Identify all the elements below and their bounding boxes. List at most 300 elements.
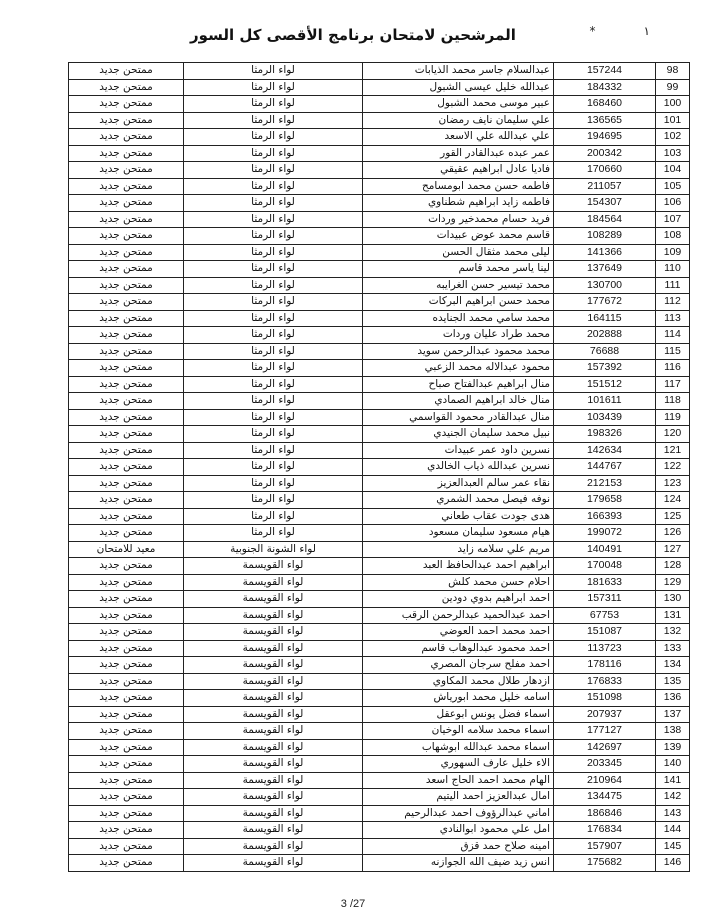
row-number: 121 bbox=[656, 442, 690, 459]
candidate-status: ممتحن جديد bbox=[69, 525, 184, 542]
page-title: المرشحين لامتحان برنامج الأقصى كل السور bbox=[190, 26, 516, 44]
candidate-district: لواء الرمثا bbox=[184, 228, 363, 245]
candidate-status: ممتحن جديد bbox=[69, 558, 184, 575]
table-row bbox=[69, 739, 690, 756]
row-number: 139 bbox=[656, 739, 690, 756]
page-number: 3 /27 bbox=[340, 898, 366, 910]
row-number: 141 bbox=[656, 772, 690, 789]
candidate-id: 184332 bbox=[554, 79, 656, 96]
table-row bbox=[69, 327, 690, 344]
candidate-district: لواء الرمثا bbox=[184, 112, 363, 129]
candidate-status: ممتحن جديد bbox=[69, 244, 184, 261]
candidate-id: 177672 bbox=[554, 294, 656, 311]
candidate-name: امل علي محمود ابوالنادي bbox=[363, 822, 554, 839]
table-row bbox=[69, 508, 690, 525]
candidate-name: لينا ياسر محمد قاسم bbox=[363, 261, 554, 278]
row-number: 125 bbox=[656, 508, 690, 525]
row-number: 120 bbox=[656, 426, 690, 443]
candidate-id: 175682 bbox=[554, 855, 656, 872]
table-row bbox=[69, 294, 690, 311]
table-row bbox=[69, 673, 690, 690]
row-number: 110 bbox=[656, 261, 690, 278]
candidate-id: 103439 bbox=[554, 409, 656, 426]
row-number: 127 bbox=[656, 541, 690, 558]
candidate-name: ليلى محمد مثقال الحسن bbox=[363, 244, 554, 261]
table-row bbox=[69, 211, 690, 228]
candidate-name: فاطمه حسن محمد ابومسامح bbox=[363, 178, 554, 195]
candidate-name: هيام مسعود سليمان مسعود bbox=[363, 525, 554, 542]
candidate-id: 176833 bbox=[554, 673, 656, 690]
candidate-district: لواء الرمثا bbox=[184, 508, 363, 525]
row-number: 108 bbox=[656, 228, 690, 245]
table-row bbox=[69, 492, 690, 509]
candidate-name: فاديا عادل ابراهيم عقيقي bbox=[363, 162, 554, 179]
candidate-name: عبدالله خليل عيسى الشبول bbox=[363, 79, 554, 96]
row-number: 132 bbox=[656, 624, 690, 641]
row-number: 111 bbox=[656, 277, 690, 294]
row-number: 135 bbox=[656, 673, 690, 690]
candidate-name: اسماء محمد عبدالله ابوشهاب bbox=[363, 739, 554, 756]
row-number: 122 bbox=[656, 459, 690, 476]
table-row bbox=[69, 789, 690, 806]
candidate-district: لواء الرمثا bbox=[184, 244, 363, 261]
table-row bbox=[69, 558, 690, 575]
table-row bbox=[69, 591, 690, 608]
table-row bbox=[69, 442, 690, 459]
candidate-status: ممتحن جديد bbox=[69, 607, 184, 624]
page-mark-right: ١ bbox=[643, 24, 650, 38]
candidate-id: 170660 bbox=[554, 162, 656, 179]
row-number: 126 bbox=[656, 525, 690, 542]
candidate-id: 166393 bbox=[554, 508, 656, 525]
candidate-status: ممتحن جديد bbox=[69, 327, 184, 344]
row-number: 129 bbox=[656, 574, 690, 591]
row-number: 130 bbox=[656, 591, 690, 608]
candidate-status: ممتحن جديد bbox=[69, 63, 184, 80]
table-row bbox=[69, 772, 690, 789]
candidate-id: 157244 bbox=[554, 63, 656, 80]
candidate-name: منال خالد ابراهيم الصمادي bbox=[363, 393, 554, 410]
candidate-district: لواء القويسمة bbox=[184, 789, 363, 806]
table-row bbox=[69, 640, 690, 657]
candidate-name: محمد حسن ابراهيم البركات bbox=[363, 294, 554, 311]
candidate-status: ممتحن جديد bbox=[69, 508, 184, 525]
candidate-name: عبير موسى محمد الشبول bbox=[363, 96, 554, 113]
candidate-district: لواء الرمثا bbox=[184, 525, 363, 542]
candidate-id: 200342 bbox=[554, 145, 656, 162]
row-number: 105 bbox=[656, 178, 690, 195]
candidates-table-body bbox=[69, 63, 690, 872]
table-row bbox=[69, 607, 690, 624]
candidate-name: امال عبدالعزيز احمد اليتيم bbox=[363, 789, 554, 806]
candidate-id: 154307 bbox=[554, 195, 656, 212]
candidate-id: 108289 bbox=[554, 228, 656, 245]
candidate-district: لواء الرمثا bbox=[184, 129, 363, 146]
candidate-name: محمود عبدالاله محمد الزعبي bbox=[363, 360, 554, 377]
candidate-name: مريم علي سلامه زايد bbox=[363, 541, 554, 558]
candidate-name: احمد محمود عبدالوهاب قاسم bbox=[363, 640, 554, 657]
candidate-district: لواء الرمثا bbox=[184, 96, 363, 113]
candidate-district: لواء الرمثا bbox=[184, 376, 363, 393]
candidate-name: اسماء محمد سلامه الوخيان bbox=[363, 723, 554, 740]
candidate-id: 198326 bbox=[554, 426, 656, 443]
candidate-status: ممتحن جديد bbox=[69, 574, 184, 591]
candidate-id: 212153 bbox=[554, 475, 656, 492]
candidate-status: ممتحن جديد bbox=[69, 442, 184, 459]
candidate-status: ممتحن جديد bbox=[69, 343, 184, 360]
row-number: 128 bbox=[656, 558, 690, 575]
candidate-name: احمد عبدالحميد عبدالرحمن الرقب bbox=[363, 607, 554, 624]
candidate-district: لواء القويسمة bbox=[184, 640, 363, 657]
table-row bbox=[69, 112, 690, 129]
candidate-status: ممتحن جديد bbox=[69, 195, 184, 212]
candidate-id: 151512 bbox=[554, 376, 656, 393]
candidate-status: ممتحن جديد bbox=[69, 294, 184, 311]
table-row bbox=[69, 475, 690, 492]
candidate-id: 170048 bbox=[554, 558, 656, 575]
row-number: 109 bbox=[656, 244, 690, 261]
candidate-district: لواء القويسمة bbox=[184, 657, 363, 674]
candidate-district: لواء القويسمة bbox=[184, 673, 363, 690]
candidate-status: ممتحن جديد bbox=[69, 129, 184, 146]
table-row bbox=[69, 525, 690, 542]
candidate-status: ممتحن جديد bbox=[69, 475, 184, 492]
candidate-name: قاسم محمد عوض عبيدات bbox=[363, 228, 554, 245]
table-row bbox=[69, 145, 690, 162]
candidate-name: عبدالسلام جاسر محمد الذيابات bbox=[363, 63, 554, 80]
table-row bbox=[69, 723, 690, 740]
table-row bbox=[69, 63, 690, 80]
candidate-name: ابراهيم احمد عبدالحافظ العبد bbox=[363, 558, 554, 575]
candidate-id: 157311 bbox=[554, 591, 656, 608]
table-row bbox=[69, 178, 690, 195]
table-row bbox=[69, 574, 690, 591]
candidate-name: اسامه خليل محمد ابورياش bbox=[363, 690, 554, 707]
table-row bbox=[69, 228, 690, 245]
candidate-status: ممتحن جديد bbox=[69, 96, 184, 113]
row-number: 98 bbox=[656, 63, 690, 80]
candidates-table bbox=[68, 62, 690, 872]
table-row bbox=[69, 277, 690, 294]
candidate-id: 178116 bbox=[554, 657, 656, 674]
candidate-district: لواء القويسمة bbox=[184, 855, 363, 872]
candidate-status: ممتحن جديد bbox=[69, 772, 184, 789]
candidate-id: 141366 bbox=[554, 244, 656, 261]
candidate-district: لواء الرمثا bbox=[184, 145, 363, 162]
candidate-id: 151087 bbox=[554, 624, 656, 641]
candidate-name: اماني عبدالرؤوف احمد عبدالرحيم bbox=[363, 805, 554, 822]
row-number: 143 bbox=[656, 805, 690, 822]
candidate-district: لواء الرمثا bbox=[184, 211, 363, 228]
candidate-status: ممتحن جديد bbox=[69, 409, 184, 426]
candidate-name: انس زيد ضيف الله الجوازنه bbox=[363, 855, 554, 872]
table-row bbox=[69, 541, 690, 558]
table-row bbox=[69, 706, 690, 723]
candidate-status: ممتحن جديد bbox=[69, 459, 184, 476]
candidate-district: لواء القويسمة bbox=[184, 624, 363, 641]
candidate-status: ممتحن جديد bbox=[69, 277, 184, 294]
candidate-district: لواء القويسمة bbox=[184, 558, 363, 575]
candidate-status: ممتحن جديد bbox=[69, 591, 184, 608]
candidate-id: 137649 bbox=[554, 261, 656, 278]
candidate-status: ممتحن جديد bbox=[69, 838, 184, 855]
candidate-id: 199072 bbox=[554, 525, 656, 542]
candidate-id: 151098 bbox=[554, 690, 656, 707]
candidate-id: 177127 bbox=[554, 723, 656, 740]
row-number: 102 bbox=[656, 129, 690, 146]
table-row bbox=[69, 855, 690, 872]
candidate-district: لواء الرمثا bbox=[184, 475, 363, 492]
table-row bbox=[69, 409, 690, 426]
table-row bbox=[69, 657, 690, 674]
row-number: 112 bbox=[656, 294, 690, 311]
candidate-status: ممتحن جديد bbox=[69, 723, 184, 740]
table-row bbox=[69, 624, 690, 641]
candidate-status: ممتحن جديد bbox=[69, 822, 184, 839]
table-row bbox=[69, 129, 690, 146]
candidate-id: 211057 bbox=[554, 178, 656, 195]
candidate-district: لواء الرمثا bbox=[184, 459, 363, 476]
row-number: 134 bbox=[656, 657, 690, 674]
candidate-status: معيد للامتحان bbox=[69, 541, 184, 558]
candidate-name: علي سليمان نايف رمضان bbox=[363, 112, 554, 129]
candidate-status: ممتحن جديد bbox=[69, 79, 184, 96]
candidate-status: ممتحن جديد bbox=[69, 624, 184, 641]
candidate-id: 181633 bbox=[554, 574, 656, 591]
candidate-district: لواء الرمثا bbox=[184, 492, 363, 509]
candidate-status: ممتحن جديد bbox=[69, 376, 184, 393]
candidate-status: ممتحن جديد bbox=[69, 706, 184, 723]
candidate-name: نقاء عمر سالم العبدالعزيز bbox=[363, 475, 554, 492]
candidate-name: احلام حسن محمد كلش bbox=[363, 574, 554, 591]
page-mark-left: * bbox=[589, 24, 596, 38]
candidate-district: لواء الرمثا bbox=[184, 442, 363, 459]
candidate-name: محمد تيسير حسن الغرايبه bbox=[363, 277, 554, 294]
candidate-district: لواء الرمثا bbox=[184, 393, 363, 410]
row-number: 142 bbox=[656, 789, 690, 806]
candidate-district: لواء القويسمة bbox=[184, 690, 363, 707]
candidate-status: ممتحن جديد bbox=[69, 756, 184, 773]
candidate-name: احمد ابراهيم بدوي دودين bbox=[363, 591, 554, 608]
candidate-status: ممتحن جديد bbox=[69, 178, 184, 195]
candidate-status: ممتحن جديد bbox=[69, 228, 184, 245]
candidate-id: 142634 bbox=[554, 442, 656, 459]
candidate-id: 136565 bbox=[554, 112, 656, 129]
row-number: 115 bbox=[656, 343, 690, 360]
candidate-name: نوفه فيصل محمد الشمري bbox=[363, 492, 554, 509]
candidate-id: 76688 bbox=[554, 343, 656, 360]
table-row bbox=[69, 838, 690, 855]
candidate-status: ممتحن جديد bbox=[69, 112, 184, 129]
candidate-district: لواء القويسمة bbox=[184, 805, 363, 822]
candidate-status: ممتحن جديد bbox=[69, 690, 184, 707]
candidate-district: لواء القويسمة bbox=[184, 574, 363, 591]
table-row bbox=[69, 343, 690, 360]
candidate-name: فاطمه زايد ابراهيم شطناوي bbox=[363, 195, 554, 212]
candidate-name: منال ابراهيم عبدالفتاح صباح bbox=[363, 376, 554, 393]
row-number: 145 bbox=[656, 838, 690, 855]
row-number: 144 bbox=[656, 822, 690, 839]
candidate-status: ممتحن جديد bbox=[69, 261, 184, 278]
candidate-id: 186846 bbox=[554, 805, 656, 822]
candidate-name: الاء خليل عارف السهوري bbox=[363, 756, 554, 773]
candidate-district: لواء الشونة الجنوبية bbox=[184, 541, 363, 558]
table-row bbox=[69, 79, 690, 96]
candidate-status: ممتحن جديد bbox=[69, 673, 184, 690]
candidate-district: لواء الرمثا bbox=[184, 178, 363, 195]
candidate-id: 194695 bbox=[554, 129, 656, 146]
row-number: 146 bbox=[656, 855, 690, 872]
candidate-name: عمر عبده عبدالقادر القور bbox=[363, 145, 554, 162]
row-number: 124 bbox=[656, 492, 690, 509]
candidate-status: ممتحن جديد bbox=[69, 162, 184, 179]
candidate-status: ممتحن جديد bbox=[69, 805, 184, 822]
row-number: 138 bbox=[656, 723, 690, 740]
candidate-name: ازدهار طلال محمد المكاوي bbox=[363, 673, 554, 690]
candidate-id: 101611 bbox=[554, 393, 656, 410]
candidate-name: محمد طراد عليان وردات bbox=[363, 327, 554, 344]
candidate-id: 202888 bbox=[554, 327, 656, 344]
candidate-id: 113723 bbox=[554, 640, 656, 657]
candidate-id: 176834 bbox=[554, 822, 656, 839]
candidate-name: اسماء فضل يونس ابوعقل bbox=[363, 706, 554, 723]
table-row bbox=[69, 805, 690, 822]
row-number: 100 bbox=[656, 96, 690, 113]
candidate-name: الهام محمد احمد الحاج اسعد bbox=[363, 772, 554, 789]
row-number: 123 bbox=[656, 475, 690, 492]
table-row bbox=[69, 162, 690, 179]
row-number: 116 bbox=[656, 360, 690, 377]
candidate-name: امينه صلاح حمد قزق bbox=[363, 838, 554, 855]
candidate-district: لواء الرمثا bbox=[184, 409, 363, 426]
candidate-status: ممتحن جديد bbox=[69, 426, 184, 443]
row-number: 133 bbox=[656, 640, 690, 657]
table-row bbox=[69, 690, 690, 707]
row-number: 140 bbox=[656, 756, 690, 773]
candidate-id: 134475 bbox=[554, 789, 656, 806]
row-number: 107 bbox=[656, 211, 690, 228]
candidate-district: لواء الرمثا bbox=[184, 310, 363, 327]
candidate-status: ممتحن جديد bbox=[69, 211, 184, 228]
row-number: 117 bbox=[656, 376, 690, 393]
row-number: 131 bbox=[656, 607, 690, 624]
row-number: 113 bbox=[656, 310, 690, 327]
candidate-district: لواء القويسمة bbox=[184, 607, 363, 624]
candidate-id: 168460 bbox=[554, 96, 656, 113]
candidate-district: لواء القويسمة bbox=[184, 822, 363, 839]
table-row bbox=[69, 459, 690, 476]
candidate-status: ممتحن جديد bbox=[69, 145, 184, 162]
candidate-id: 157392 bbox=[554, 360, 656, 377]
table-row bbox=[69, 261, 690, 278]
row-number: 99 bbox=[656, 79, 690, 96]
candidate-district: لواء الرمثا bbox=[184, 79, 363, 96]
candidate-district: لواء الرمثا bbox=[184, 162, 363, 179]
candidate-name: نبيل محمد سليمان الجنيدي bbox=[363, 426, 554, 443]
candidate-status: ممتحن جديد bbox=[69, 310, 184, 327]
candidate-district: لواء الرمثا bbox=[184, 261, 363, 278]
candidate-district: لواء القويسمة bbox=[184, 739, 363, 756]
candidate-id: 164115 bbox=[554, 310, 656, 327]
candidate-status: ممتحن جديد bbox=[69, 789, 184, 806]
row-number: 106 bbox=[656, 195, 690, 212]
candidate-district: لواء الرمثا bbox=[184, 277, 363, 294]
table-row bbox=[69, 96, 690, 113]
row-number: 103 bbox=[656, 145, 690, 162]
candidate-status: ممتحن جديد bbox=[69, 393, 184, 410]
row-number: 101 bbox=[656, 112, 690, 129]
candidate-district: لواء القويسمة bbox=[184, 591, 363, 608]
candidate-name: احمد محمد احمد العوضي bbox=[363, 624, 554, 641]
candidate-district: لواء القويسمة bbox=[184, 772, 363, 789]
candidate-name: فريد حسام محمدخير وردات bbox=[363, 211, 554, 228]
table-row bbox=[69, 360, 690, 377]
candidate-status: ممتحن جديد bbox=[69, 640, 184, 657]
candidate-id: 179658 bbox=[554, 492, 656, 509]
candidate-id: 142697 bbox=[554, 739, 656, 756]
candidate-district: لواء الرمثا bbox=[184, 360, 363, 377]
candidate-district: لواء القويسمة bbox=[184, 706, 363, 723]
table-row bbox=[69, 376, 690, 393]
table-row bbox=[69, 426, 690, 443]
table-row bbox=[69, 756, 690, 773]
candidate-id: 130700 bbox=[554, 277, 656, 294]
candidate-status: ممتحن جديد bbox=[69, 739, 184, 756]
candidate-status: ممتحن جديد bbox=[69, 360, 184, 377]
table-row bbox=[69, 822, 690, 839]
candidate-id: 210964 bbox=[554, 772, 656, 789]
candidate-name: احمد مفلح سرجان المصري bbox=[363, 657, 554, 674]
table-row bbox=[69, 244, 690, 261]
candidate-status: ممتحن جديد bbox=[69, 855, 184, 872]
candidate-name: محمد محمود عبدالرحمن سويد bbox=[363, 343, 554, 360]
row-number: 119 bbox=[656, 409, 690, 426]
candidate-id: 203345 bbox=[554, 756, 656, 773]
candidate-id: 140491 bbox=[554, 541, 656, 558]
table-row bbox=[69, 310, 690, 327]
candidate-district: لواء الرمثا bbox=[184, 426, 363, 443]
candidate-id: 184564 bbox=[554, 211, 656, 228]
table-row bbox=[69, 393, 690, 410]
candidate-district: لواء القويسمة bbox=[184, 838, 363, 855]
candidate-district: لواء الرمثا bbox=[184, 327, 363, 344]
candidate-district: لواء القويسمة bbox=[184, 723, 363, 740]
candidate-district: لواء الرمثا bbox=[184, 195, 363, 212]
table-row bbox=[69, 195, 690, 212]
row-number: 136 bbox=[656, 690, 690, 707]
candidate-id: 144767 bbox=[554, 459, 656, 476]
candidate-status: ممتحن جديد bbox=[69, 492, 184, 509]
candidate-district: لواء الرمثا bbox=[184, 63, 363, 80]
candidate-district: لواء القويسمة bbox=[184, 756, 363, 773]
row-number: 114 bbox=[656, 327, 690, 344]
candidate-district: لواء الرمثا bbox=[184, 294, 363, 311]
row-number: 104 bbox=[656, 162, 690, 179]
candidate-id: 207937 bbox=[554, 706, 656, 723]
candidate-name: محمد سامي محمد الجنايده bbox=[363, 310, 554, 327]
row-number: 137 bbox=[656, 706, 690, 723]
candidate-id: 157907 bbox=[554, 838, 656, 855]
candidate-name: نسرين عبدالله ذياب الخالدي bbox=[363, 459, 554, 476]
candidate-id: 67753 bbox=[554, 607, 656, 624]
candidate-name: منال عبدالقادر محمود القواسمي bbox=[363, 409, 554, 426]
candidate-status: ممتحن جديد bbox=[69, 657, 184, 674]
candidate-name: نسرين داود عمر عبيدات bbox=[363, 442, 554, 459]
candidate-district: لواء الرمثا bbox=[184, 343, 363, 360]
row-number: 118 bbox=[656, 393, 690, 410]
candidate-name: هدى جودت عقاب طعاني bbox=[363, 508, 554, 525]
candidate-name: علي عبدالله علي الاسعد bbox=[363, 129, 554, 146]
